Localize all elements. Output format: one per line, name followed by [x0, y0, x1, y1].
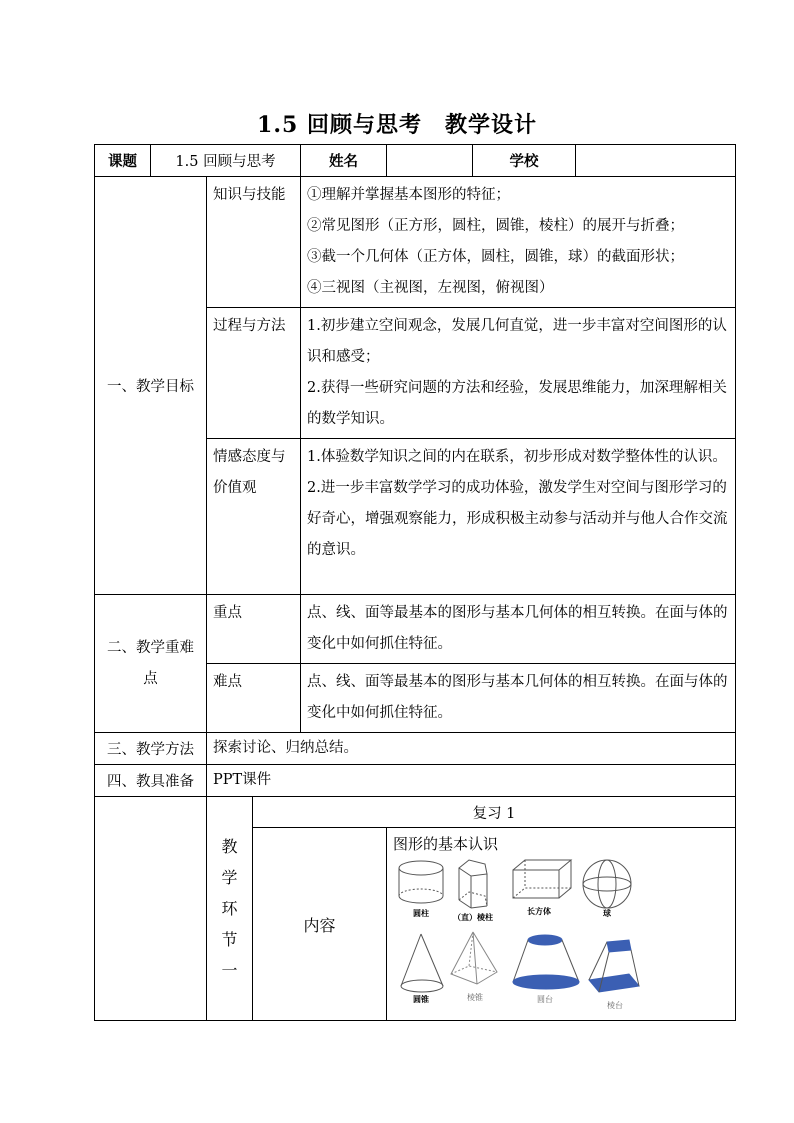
content-label: 内容: [253, 828, 387, 1021]
knowledge-item: ①理解并掌握基本图形的特征；: [307, 187, 511, 203]
pyramid-frustum-shape: [589, 940, 639, 992]
stage-blank: [95, 797, 207, 1021]
keypoints-label: 二、教学重难点: [95, 595, 207, 733]
shape-label: 圆锥: [413, 995, 430, 1004]
knowledge-item: ②常见图形（正方形，圆柱，圆锥，棱柱）的展开与折叠；: [307, 218, 685, 234]
stage-char: 一: [221, 961, 238, 980]
emotion-items: [301, 439, 736, 595]
content-heading: 图形的基本认识: [393, 835, 499, 853]
cuboid-shape: [513, 860, 571, 898]
method-row: [95, 733, 736, 765]
stage-vertical-label: [207, 797, 253, 1021]
key-text: 点、线、面等最基本的图形与基本几何体的相互转换。在面与体的变化中如何抓住特征。: [301, 595, 736, 664]
cone-frustum-shape: [513, 935, 579, 989]
lesson-plan-table: [94, 144, 736, 1021]
school-label: 学校: [473, 145, 576, 177]
stage-char: 环: [221, 899, 238, 918]
knowledge-item: ③截一个几何体（正方体，圆柱，圆锥，球）的截面形状；: [307, 249, 685, 265]
review-title: 复习 1: [253, 797, 736, 828]
emotion-label: 情感态度与价值观: [207, 439, 301, 595]
name-label: 姓名: [301, 145, 387, 177]
school-value: [576, 145, 736, 177]
shape-label: 圆台: [537, 995, 554, 1004]
stage-title-row: [95, 797, 736, 828]
document-title: 1.5 回顾与思考 教学设计: [257, 112, 537, 138]
process-label: 过程与方法: [207, 308, 301, 439]
stage-char: 教: [221, 837, 238, 856]
difficult-label: 难点: [207, 664, 301, 733]
content-cell: [387, 828, 736, 1021]
knowledge-item: ④三视图（主视图，左视图，俯视图）: [307, 280, 554, 296]
tools-row: [95, 765, 736, 797]
key-point-row: [95, 595, 736, 664]
subject-value: 1.5 回顾与思考: [151, 145, 301, 177]
shape-label: 棱锥: [467, 993, 484, 1002]
solid-shapes-figure: [393, 856, 693, 1016]
shape-label: （直）棱柱: [453, 913, 494, 922]
emotion-item: 1.体验数学知识之间的内在联系，初步形成对数学整体性的认识。: [307, 449, 727, 465]
cone-shape: [401, 934, 443, 992]
difficult-text: 点、线、面等最基本的图形与基本几何体的相互转换。在面与体的变化中如何抓住特征。: [301, 664, 736, 733]
pyramid-shape: [451, 932, 497, 984]
goals-label: 一、教学目标: [95, 177, 207, 595]
key-label: 重点: [207, 595, 301, 664]
stage-char: 学: [221, 868, 238, 887]
knowledge-label: 知识与技能: [207, 177, 301, 308]
knowledge-items: [301, 177, 736, 308]
header-row: [95, 145, 736, 177]
process-item: 1.初步建立空间观念，发展几何直觉，进一步丰富对空间图形的认识和感受；: [307, 318, 727, 365]
sphere-shape: [583, 860, 631, 908]
goals-knowledge-row: [95, 177, 736, 308]
method-text: 探索讨论、归纳总结。: [207, 733, 736, 765]
shape-label: 球: [603, 909, 612, 918]
shape-label: 圆柱: [413, 909, 430, 918]
shape-label: 棱台: [607, 1001, 624, 1010]
tools-text: PPT课件: [207, 765, 736, 797]
shape-label: 长方体: [527, 907, 552, 916]
prism-shape: [459, 860, 487, 908]
stage-char: 节: [221, 930, 238, 949]
emotion-item: 2.进一步丰富数学学习的成功体验，激发学生对空间与图形学习的好奇心，增强观察能力，形成积极主动参与活动并与他人合作交流的意识。: [307, 480, 728, 558]
subject-label: 课题: [95, 145, 151, 177]
tools-label: 四、教具准备: [95, 765, 207, 797]
method-label: 三、教学方法: [95, 733, 207, 765]
name-value: [387, 145, 473, 177]
process-items: [301, 308, 736, 439]
process-item: 2.获得一些研究问题的方法和经验，发展思维能力，加深理解相关的数学知识。: [307, 380, 727, 427]
cylinder-shape: [399, 861, 443, 903]
